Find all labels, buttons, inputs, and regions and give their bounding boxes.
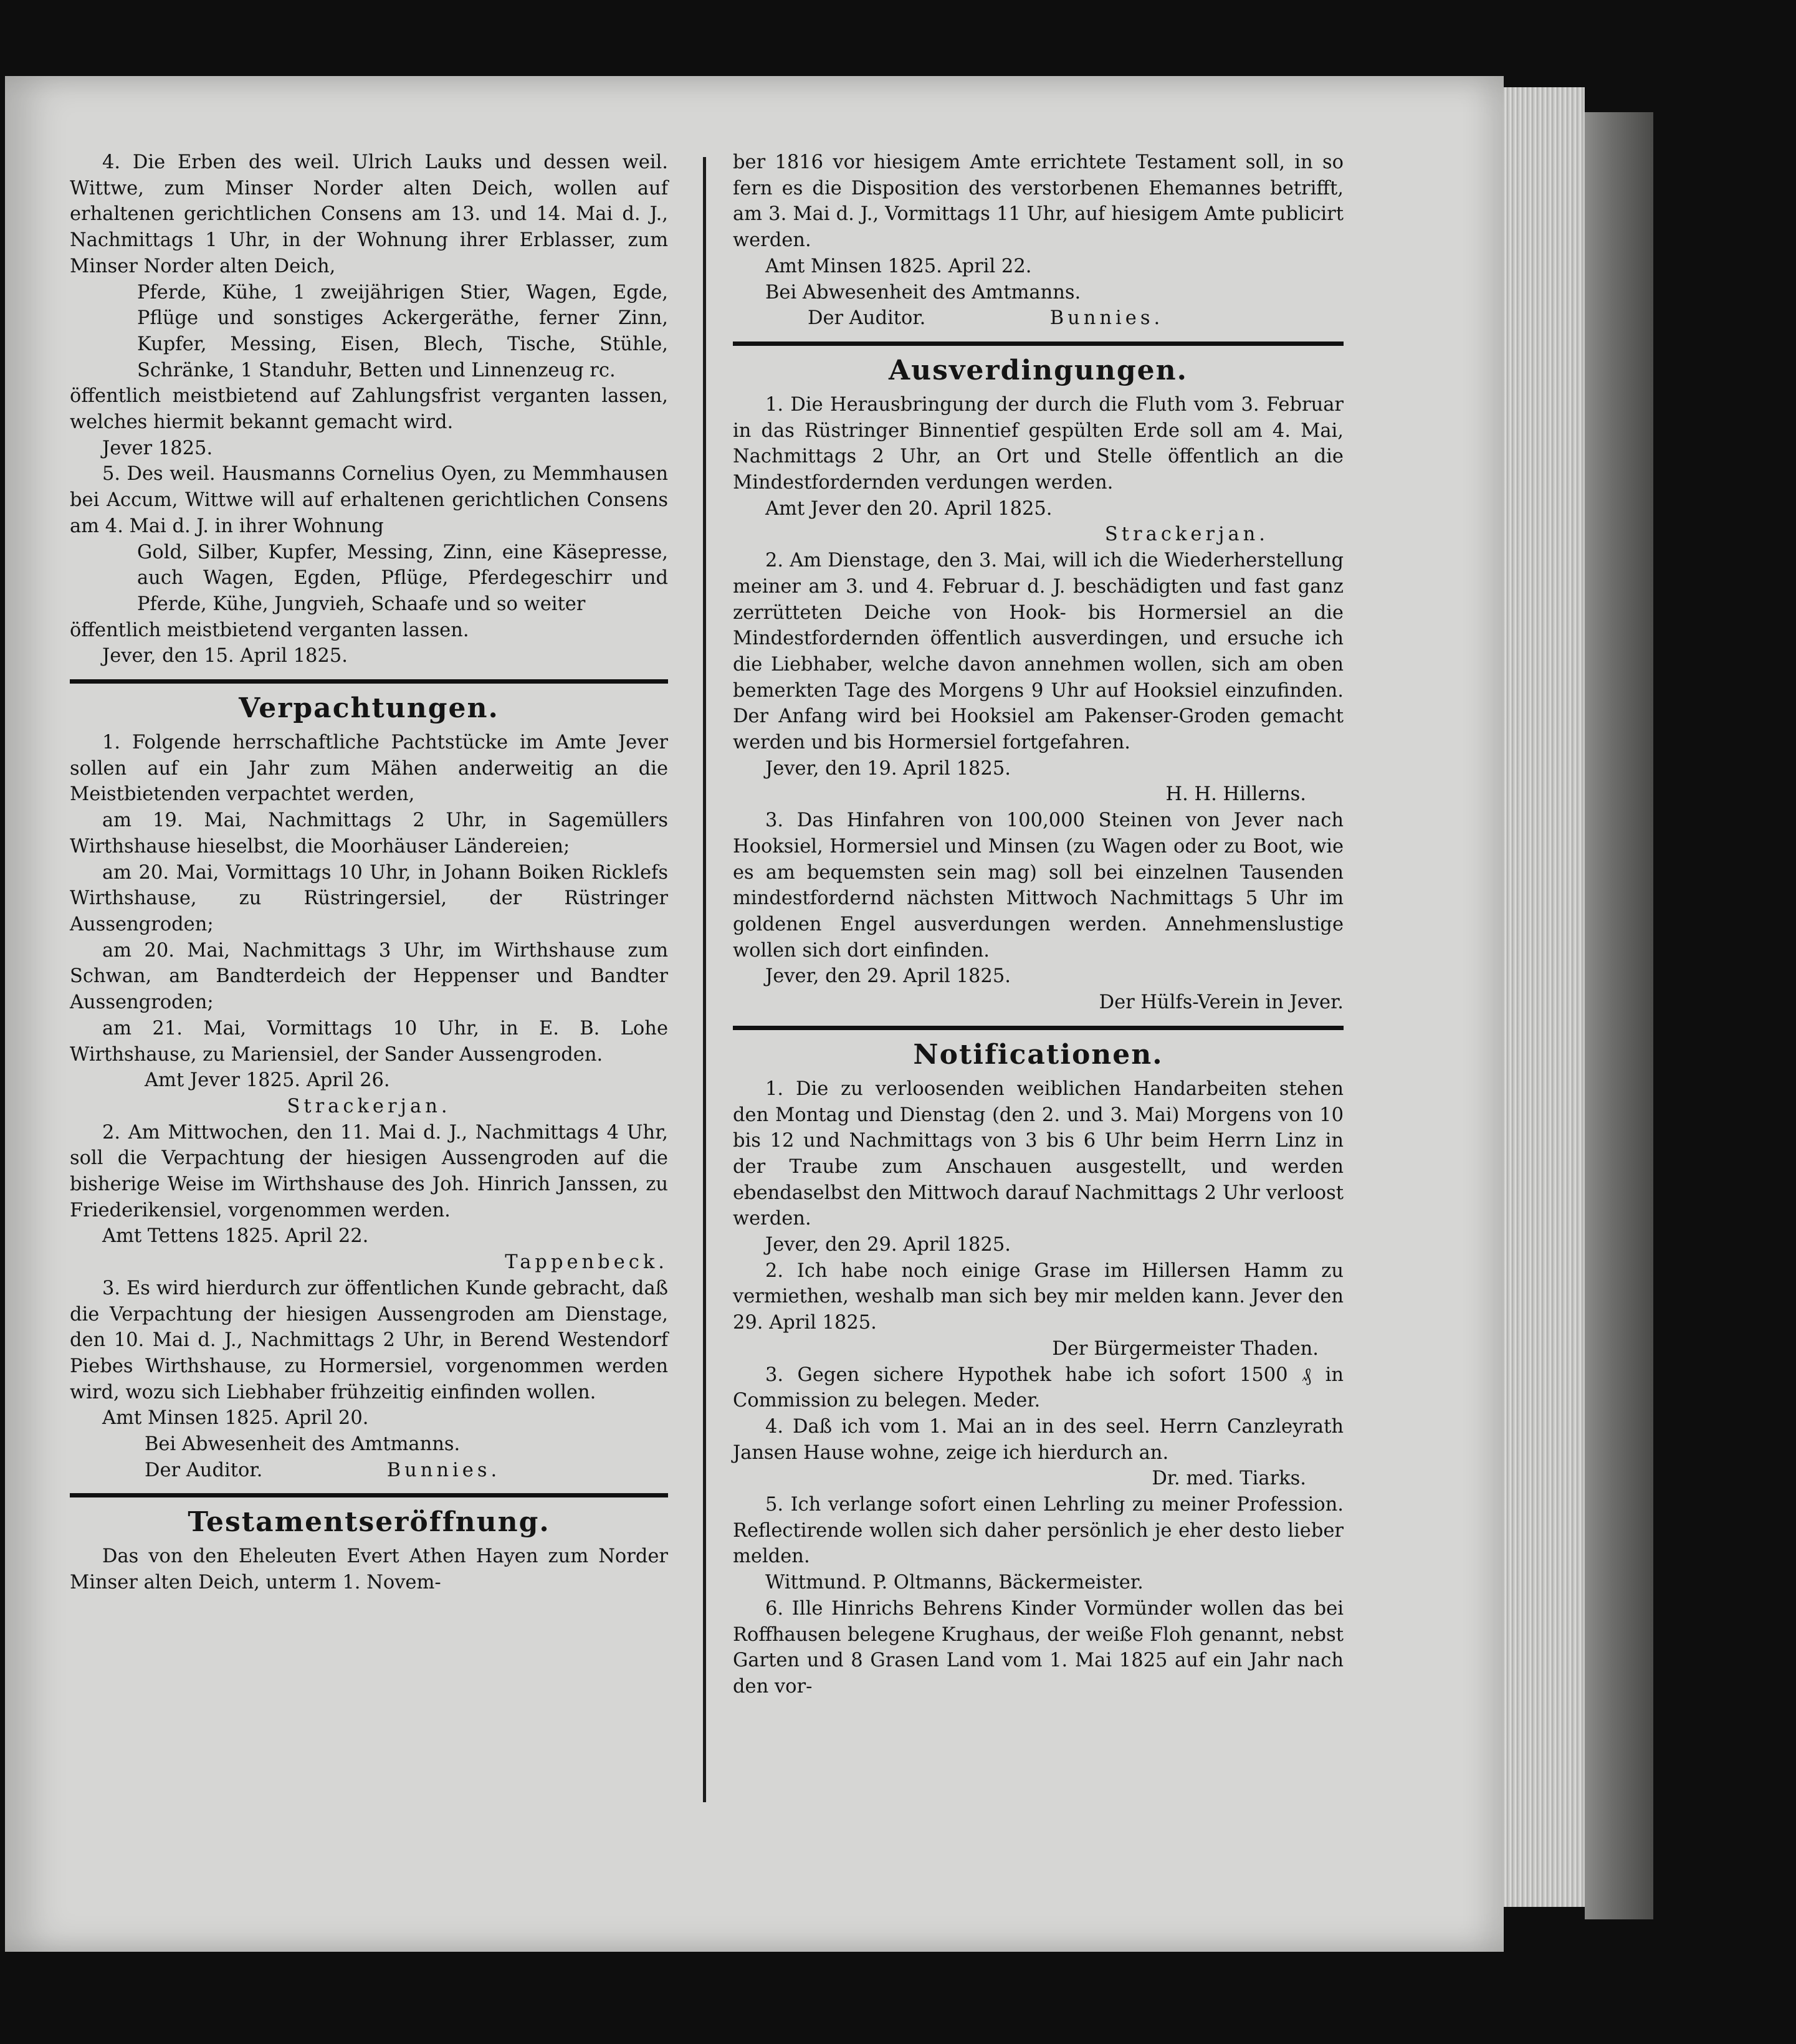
verpachtung-3: 3. Es wird hierdurch zur öffentlichen Kunde gebracht, daß die Verpachtung der hiesigen Aussengroden am Dienstage, den 10. Mai d. J., Nachmittags 2 Uhr, in Berend Westendorf Piebes Wirthshause, zu Hormersiel, vorgenommen werden wird, wozu sich Liebhaber frühzeitig einfinden wollen. <box>70 1277 668 1403</box>
ausverdingung-1-place: Amt Jever den 20. April 1825. <box>765 497 1053 520</box>
column-divider <box>703 157 706 1802</box>
heading-ausverdingungen: Ausverdingungen. <box>889 354 1188 386</box>
heading-notificationen: Notificationen. <box>913 1038 1163 1071</box>
notification-2-sign: Der Bürgermeister Thaden. <box>1052 1337 1319 1360</box>
ausverdingung-3-sign: Der Hülfs-Verein in Jever. <box>1099 991 1344 1014</box>
verpachtung-1-sign: Strackerjan. <box>287 1095 451 1117</box>
testament-absence: Bei Abwesenheit des Amtmanns. <box>765 281 1081 303</box>
heading-testamentseroeffnung: Testamentseröffnung. <box>188 1506 550 1539</box>
ausverdingung-3-place: Jever, den 29. April 1825. <box>765 965 1011 988</box>
ausverdingung-1-sign: Strackerjan. <box>1104 523 1269 546</box>
item5-outro: öffentlich meistbietend verganten lassen. <box>70 619 469 641</box>
testament-text: Das von den Eheleuten Evert Athen Hayen zum Norder Minser alten Deich, unterm 1. Novem- <box>70 1545 668 1594</box>
book-cover <box>1585 112 1653 1919</box>
section-rule <box>733 341 1344 346</box>
ausverdingung-1: 1. Die Herausbringung der durch die Fluth vom 3. Februar in das Rüstringer Binnentief gespülten Erde soll am 4. Mai, Nachmittags 2 Uhr, an Ort und Stelle öffentlich an die Mindestfordernden verdungen werden. <box>733 393 1344 494</box>
verpachtung-1-place: Amt Jever 1825. April 26. <box>145 1069 390 1092</box>
notification-4: 4. Daß ich vom 1. Mai an in des seel. Herrn Canzleyrath Jansen Hause wohne, zeige ich hierdurch an. <box>733 1415 1344 1464</box>
notification-4-sign: Dr. med. Tiarks. <box>1152 1468 1306 1490</box>
left-column <box>70 150 668 1596</box>
auditor-label: Der Auditor. <box>145 1459 263 1481</box>
notification-6: 6. Ille Hinrichs Behrens Kinder Vormünder wollen das bei Roffhausen belegene Krughaus, der weiße Floh genannt, nebst Garten und 8 Grasen Land vom 1. Mai 1825 auf ein Jahr nach den vor- <box>733 1597 1344 1698</box>
notification-5-sign: Wittmund. P. Oltmanns, Bäckermeister. <box>765 1572 1144 1594</box>
auditor-label: Der Auditor. <box>808 307 926 330</box>
verpachtung-2-sign: Tappenbeck. <box>505 1251 668 1274</box>
auditor-name: Bunnies. <box>386 1459 501 1481</box>
verpachtung-3-place: Amt Minsen 1825. April 20. <box>102 1407 369 1430</box>
heading-verpachtungen: Verpachtungen. <box>239 692 499 725</box>
notification-2: 2. Ich habe noch einige Grase im Hillersen Hamm zu vermiethen, weshalb man sich bey mir melden kann. Jever den 29. April 1825. <box>733 1259 1344 1334</box>
verpachtung-1-d: am 21. Mai, Vormittags 10 Uhr, in E. B. Lohe Wirthshause, zu Mariensiel, der Sander Aussengroden. <box>70 1017 668 1066</box>
verpachtung-1-b: am 20. Mai, Vormittags 10 Uhr, in Johann Boiken Ricklefs Wirthshause, zu Rüstringersiel, der Rüstringer Aussengroden; <box>70 861 668 935</box>
verpachtung-1-c: am 20. Mai, Nachmittags 3 Uhr, im Wirthshause zum Schwan, am Bandterdeich der Heppenser und Bandter Aussengroden; <box>70 939 668 1014</box>
item5-intro: 5. Des weil. Hausmanns Cornelius Oyen, zu Memmhausen bei Accum, Wittwe will auf erhaltenen gerichtlichen Consens am 4. Mai d. J. in ihrer Wohnung <box>70 463 668 537</box>
ausverdingung-2-place: Jever, den 19. April 1825. <box>765 757 1011 780</box>
notification-1: 1. Die zu verloosenden weiblichen Handarbeiten stehen den Montag und Dienstag (den 2. und 3. Mai) Morgens von 10 bis 12 und Nachmittags von 3 bis 6 Uhr beim Herrn Linz in der Traube zum Anschauen ausgestellt, und werden ebendaselbst den Mittwoch darauf Nachmittags 2 Uhr verloost werden. <box>733 1077 1344 1230</box>
section-rule <box>733 1026 1344 1030</box>
right-column <box>733 150 1344 1700</box>
verpachtung-2: 2. Am Mittwochen, den 11. Mai d. J., Nachmittags 4 Uhr, soll die Verpachtung der hiesigen Aussengroden auf die bisherige Weise im Wirthshause des Joh. Hinrich Janssen, zu Friederikensiel, vorgenommen werden. <box>70 1121 668 1221</box>
notification-5: 5. Ich verlange sofort einen Lehrling zu meiner Profession. Reflectirende wollen sich daher persönlich je eher desto lieber melden. <box>733 1494 1344 1568</box>
verpachtung-1-a: am 19. Mai, Nachmittags 2 Uhr, in Sagemüllers Wirthshause hieselbst, die Moorhäuser Ländereien; <box>70 809 668 857</box>
item4-list: Pferde, Kühe, 1 zweijährigen Stier, Wagen, Egde, Pflüge und sonstiges Ackergeräthe, ferner Zinn, Kupfer, Messing, Eisen, Blech, Tische, Stühle, Schränke, 1 Standuhr, Betten und Linnenzeug rc. <box>137 281 668 381</box>
notification-3: 3. Gegen sichere Hypothek habe ich sofort 1500 ₰ in Commission zu belegen. Meder. <box>733 1363 1344 1412</box>
verpachtung-1-intro: 1. Folgende herrschaftliche Pachtstücke im Amte Jever sollen auf ein Jahr zum Mähen anderweitig an die Meistbietenden verpachtet werden, <box>70 732 668 806</box>
item4-sign: Jever 1825. <box>102 437 213 459</box>
verpachtung-3-absence: Bei Abwesenheit des Amtmanns. <box>145 1433 461 1456</box>
auditor-name: Bunnies. <box>1049 307 1164 330</box>
testament-signature <box>733 305 1344 332</box>
verpachtung-2-place: Amt Tettens 1825. April 22. <box>102 1225 369 1248</box>
testament-continued: ber 1816 vor hiesigem Amte errichtete Testament soll, in so fern es die Disposition des verstorbenen Ehemannes betrifft, am 3. Mai d. J., Vormittags 11 Uhr, auf hiesigem Amte publicirt werden. <box>733 151 1344 252</box>
notification-1-place: Jever, den 29. April 1825. <box>765 1234 1011 1256</box>
verpachtung-3-signature <box>70 1458 668 1484</box>
ausverdingung-2-sign: H. H. Hillerns. <box>1165 783 1306 806</box>
page-edges <box>1504 87 1585 1907</box>
section-rule <box>70 679 668 684</box>
item4-intro: 4. Die Erben des weil. Ulrich Lauks und dessen weil. Wittwe, zum Minser Norder alten Deich, wollen auf erhaltenen gerichtlichen Consens am 13. und 14. Mai d. J., Nachmittags 1 Uhr, in der Wohnung ihrer Erblasser, zum Minser Norder alten Deich, <box>70 151 668 277</box>
item5-sign: Jever, den 15. April 1825. <box>102 645 348 667</box>
testament-place: Amt Minsen 1825. April 22. <box>765 255 1032 277</box>
item4-outro: öffentlich meistbietend auf Zahlungsfrist verganten lassen, welches hiermit bekannt gemacht wird. <box>70 385 668 434</box>
item5-list: Gold, Silber, Kupfer, Messing, Zinn, eine Käsepresse, auch Wagen, Egden, Pflüge, Pferdegeschirr und Pferde, Kühe, Jungvieh, Schaafe und so weiter <box>137 541 668 615</box>
ausverdingung-2: 2. Am Dienstage, den 3. Mai, will ich die Wiederherstellung meiner am 3. und 4. Februar d. J. beschädigten und fast ganz zerrütteten Deiche von Hook- bis Hormersiel an die Mindestfordernden öffentlich ausverdingen, und ersuche ich die Liebhaber, welche davon annehmen wollen, sich am oben bemerkten Tage des Morgens 9 Uhr auf Hooksiel einzufinden. Der Anfang wird bei Hooksiel am Pakenser-Groden gemacht werden und bis Hormersiel fortgefahren. <box>733 550 1344 754</box>
ausverdingung-3: 3. Das Hinfahren von 100,000 Steinen von Jever nach Hooksiel, Hormersiel und Minsen (zu Wagen oder zu Boot, wie es am bequemsten sein mag) soll bei einzelnen Tausenden mindestfordernd nächsten Mittwoch Nachmittags 5 Uhr im goldenen Engel ausverdungen werden. Annehmenslustige wollen sich dort einfinden. <box>733 809 1344 962</box>
section-rule <box>70 1493 668 1497</box>
